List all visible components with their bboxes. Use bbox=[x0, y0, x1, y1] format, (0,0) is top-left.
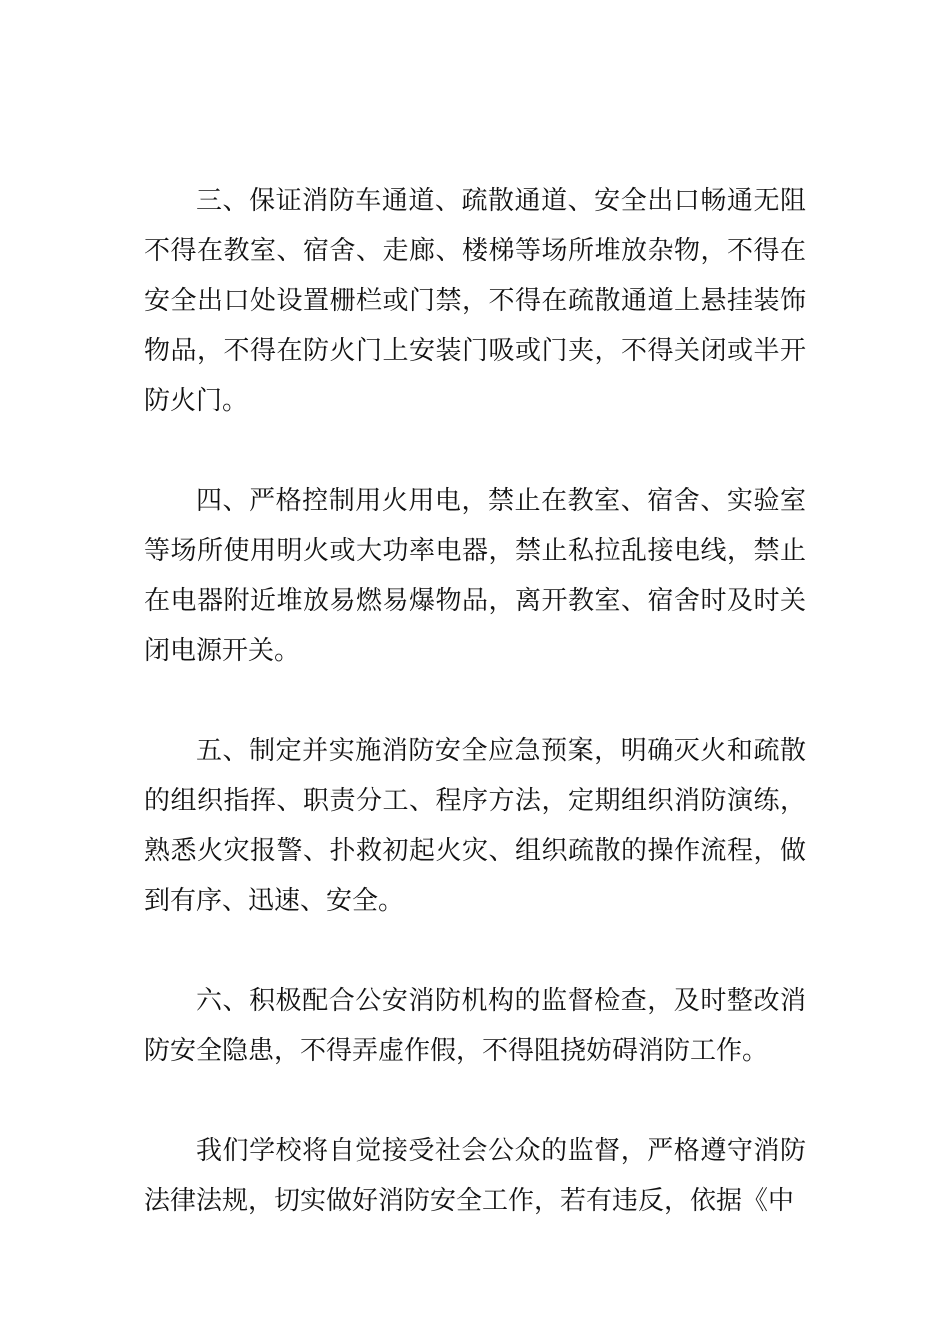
document-body bbox=[144, 176, 806, 1276]
paragraph-commitment: 我们学校将自觉接受社会公众的监督，严格遵守消防法律法规，切实做好消防安全工作，若有违反，依据《中 bbox=[144, 1136, 806, 1216]
paragraph-item-3: 三、保证消防车通道、疏散通道、安全出口畅通无阻不得在教室、宿舍、走廊、楼梯等场所堆放杂物，不得在安全出口处设置栅栏或门禁，不得在疏散通道上悬挂装饰物品，不得在防火门上安装门吸或门夹，不得关闭或半开防火门。 bbox=[144, 186, 806, 416]
paragraph-item-5: 五、制定并实施消防安全应急预案，明确灭火和疏散的组织指挥、职责分工、程序方法，定期组织消防演练，熟悉火灾报警、扑救初起火灾、组织疏散的操作流程，做到有序、迅速、安全。 bbox=[144, 736, 806, 916]
paragraph-item-4: 四、严格控制用火用电，禁止在教室、宿舍、实验室等场所使用明火或大功率电器，禁止私拉乱接电线，禁止在电器附近堆放易燃易爆物品，离开教室、宿舍时及时关闭电源开关。 bbox=[144, 486, 806, 666]
paragraph-item-6: 六、积极配合公安消防机构的监督检查，及时整改消防安全隐患，不得弄虚作假，不得阻挠妨碍消防工作。 bbox=[144, 986, 806, 1066]
